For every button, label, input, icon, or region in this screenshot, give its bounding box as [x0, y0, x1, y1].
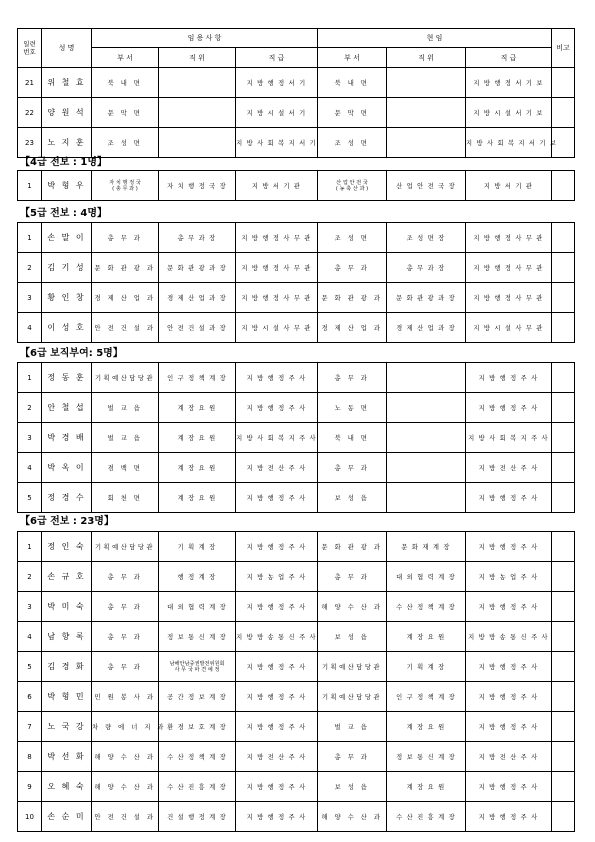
current-grade: 지 방 행 정 주 사	[466, 682, 552, 712]
current-department: 총 무 과	[318, 562, 387, 592]
new-position: 계 장 요 원	[159, 453, 236, 483]
new-grade: 지 방 사 회 복 지 주 사	[236, 423, 318, 453]
new-position: 환 경 보 호 계 장	[159, 712, 236, 742]
new-grade: 지 방 행 정 사 무 관	[236, 253, 318, 283]
new-grade: 지 방 서 기 관	[236, 171, 318, 201]
new-position: 인 구 정 책 계 장	[159, 363, 236, 393]
current-grade: 지 방 행 정 사 무 관	[466, 223, 552, 253]
section-title: 【6급 보직부여: 5명】	[20, 348, 123, 359]
row-number: 7	[18, 712, 42, 742]
current-position: 계 장 요 원	[387, 712, 466, 742]
header-subrow	[18, 48, 575, 68]
current-department: 보 성 읍	[318, 622, 387, 652]
current-grade: 지 방 방 송 통 신 주 사	[466, 622, 552, 652]
table-row	[18, 363, 575, 393]
current-department: 해 양 수 산 과	[318, 802, 387, 832]
row-number: 2	[18, 253, 42, 283]
new-grade: 지 방 농 업 주 사	[236, 562, 318, 592]
new-grade: 지 방 행 정 주 사	[236, 712, 318, 742]
col-name: 성 명	[42, 29, 92, 68]
table-row	[18, 532, 575, 562]
table-row	[18, 712, 575, 742]
note-cell	[552, 253, 575, 283]
section-table	[17, 222, 575, 343]
note-cell	[552, 223, 575, 253]
current-department: 보 성 읍	[318, 483, 387, 513]
new-department: 경 제 산 업 과	[92, 283, 159, 313]
current-department: 총 무 과	[318, 363, 387, 393]
current-position: 문 화 관 광 과 장	[387, 283, 466, 313]
new-department: 총 무 과	[92, 652, 159, 682]
current-department: 북 내 면	[318, 68, 387, 98]
employee-name: 박 선 화	[42, 742, 92, 772]
table-row	[18, 483, 575, 513]
current-grade: 지 방 행 정 주 사	[466, 712, 552, 742]
current-position: 대 외 협 력 계 장	[387, 562, 466, 592]
current-department: 벌 교 읍	[318, 712, 387, 742]
current-position	[387, 68, 466, 98]
current-grade: 지 방 행 정 주 사	[466, 652, 552, 682]
current-position: 정 보 통 신 계 장	[387, 742, 466, 772]
table-row	[18, 223, 575, 253]
employee-name: 노 국 강	[42, 712, 92, 742]
new-department: 총 무 과	[92, 562, 159, 592]
note-cell	[552, 622, 575, 652]
note-cell	[552, 532, 575, 562]
employee-name: 박 미 숙	[42, 592, 92, 622]
current-position	[387, 483, 466, 513]
current-department: 경 제 산 업 과	[318, 313, 387, 343]
note-cell	[552, 313, 575, 343]
current-grade: 지 방 시 설 서 기 보	[466, 98, 552, 128]
note-cell	[552, 98, 575, 128]
new-position: 수 산 정 책 계 장	[159, 742, 236, 772]
current-grade: 지 방 서 기 관	[466, 171, 552, 201]
row-number: 4	[18, 313, 42, 343]
current-department: 북 내 면	[318, 423, 387, 453]
new-grade: 지 방 시 설 사 무 관	[236, 313, 318, 343]
new-grade: 지 방 행 정 주 사	[236, 393, 318, 423]
row-number: 1	[18, 532, 42, 562]
new-grade: 지 방 행 정 주 사	[236, 592, 318, 622]
note-cell	[552, 363, 575, 393]
new-grade: 지 방 행 정 서 기	[236, 68, 318, 98]
new-position	[159, 68, 236, 98]
table-row	[18, 393, 575, 423]
new-grade: 지 방 행 정 주 사	[236, 483, 318, 513]
current-department: 총 무 과	[318, 253, 387, 283]
row-number: 5	[18, 652, 42, 682]
table-row	[18, 453, 575, 483]
new-grade: 지 방 행 정 주 사	[236, 682, 318, 712]
note-cell	[552, 483, 575, 513]
new-grade: 지 방 행 정 주 사	[236, 772, 318, 802]
new-position: 대 외 협 력 계 장	[159, 592, 236, 622]
current-grade: 지 방 행 정 주 사	[466, 532, 552, 562]
table-row	[18, 313, 575, 343]
current-position	[387, 98, 466, 128]
note-cell	[552, 802, 575, 832]
note-cell	[552, 592, 575, 622]
new-department: 회 천 면	[92, 483, 159, 513]
current-grade: 지 방 사 회 복 지 주 사	[466, 423, 552, 453]
current-position: 총 무 과 장	[387, 253, 466, 283]
col-serial-number: 일련 번호	[18, 29, 42, 68]
row-number: 3	[18, 283, 42, 313]
employee-name: 안 철 섭	[42, 393, 92, 423]
new-position: 공 간 정 보 계 장	[159, 682, 236, 712]
new-grade: 지 방 행 정 주 사	[236, 652, 318, 682]
note-cell	[552, 423, 575, 453]
new-position: 건 설 행 정 계 장	[159, 802, 236, 832]
section-table	[17, 531, 575, 832]
employee-name: 위 철 효	[42, 68, 92, 98]
new-department: 차 량 에 너 지 과	[92, 712, 159, 742]
table-row	[18, 68, 575, 98]
row-number: 2	[18, 562, 42, 592]
employee-name: 손 규 호	[42, 562, 92, 592]
current-grade: 지 방 행 정 주 사	[466, 592, 552, 622]
current-grade: 지 방 행 정 주 사	[466, 483, 552, 513]
new-department: 북 내 면	[92, 68, 159, 98]
new-position: 정 보 통 신 계 장	[159, 622, 236, 652]
current-position: 계 장 요 원	[387, 622, 466, 652]
row-number: 3	[18, 592, 42, 622]
note-cell	[552, 68, 575, 98]
new-department: 해 양 수 산 과	[92, 772, 159, 802]
table-row	[18, 592, 575, 622]
row-number: 8	[18, 742, 42, 772]
new-grade: 지 방 시 설 서 기	[236, 98, 318, 128]
current-position	[387, 423, 466, 453]
section-title: 【4급 전보 : 1명】	[20, 157, 107, 168]
employee-name: 정 동 훈	[42, 363, 92, 393]
row-number: 1	[18, 223, 42, 253]
employee-name: 정 경 수	[42, 483, 92, 513]
employee-name: 박 옥 이	[42, 453, 92, 483]
current-position: 산 업 안 전 국 장	[387, 171, 466, 201]
current-department: 조 성 면	[318, 128, 387, 158]
note-cell	[552, 682, 575, 712]
employee-name: 오 혜 숙	[42, 772, 92, 802]
row-number: 1	[18, 171, 42, 201]
table-row	[18, 622, 575, 652]
new-grade: 지 방 행 정 주 사	[236, 363, 318, 393]
note-cell	[552, 171, 575, 201]
current-position	[387, 363, 466, 393]
new-position: 계 장 요 원	[159, 423, 236, 453]
new-position	[159, 98, 236, 128]
note-cell	[552, 393, 575, 423]
current-position: 조 성 면 장	[387, 223, 466, 253]
col-current-pos: 직 위	[387, 48, 466, 68]
employee-name: 박 형 민	[42, 682, 92, 712]
new-position	[159, 128, 236, 158]
appointment-table-continued	[17, 28, 575, 158]
current-grade: 지 방 행 정 서 기 보	[466, 68, 552, 98]
table-row	[18, 802, 575, 832]
new-department: 민 원 봉 사 과	[92, 682, 159, 712]
col-new-dept: 부 서	[92, 48, 159, 68]
table-row	[18, 98, 575, 128]
col-current-grade: 직 급	[466, 48, 552, 68]
current-grade: 지 방 농 업 주 사	[466, 562, 552, 592]
employee-name: 양 원 석	[42, 98, 92, 128]
header-row	[18, 29, 575, 48]
current-grade: 지 방 전 산 주 사	[466, 742, 552, 772]
new-department: 안 전 건 설 과	[92, 802, 159, 832]
new-department: 총 무 과	[92, 622, 159, 652]
note-cell	[552, 652, 575, 682]
new-position: 수 산 진 흥 계 장	[159, 772, 236, 802]
current-department: 문 화 관 광 과	[318, 532, 387, 562]
row-number: 5	[18, 483, 42, 513]
new-grade: 지 방 전 산 주 사	[236, 742, 318, 772]
current-department: 보 성 읍	[318, 772, 387, 802]
current-department: 산 업 안 전 국 ( 농 축 산 과 )	[318, 171, 387, 201]
current-grade: 지 방 행 정 주 사	[466, 772, 552, 802]
current-position: 기 획 계 장	[387, 652, 466, 682]
new-department: 총 무 과	[92, 223, 159, 253]
table-row	[18, 423, 575, 453]
current-department: 문 화 관 광 과	[318, 283, 387, 313]
new-department: 벌 교 읍	[92, 423, 159, 453]
current-position	[387, 453, 466, 483]
new-grade: 지 방 행 정 사 무 관	[236, 223, 318, 253]
new-grade: 지 방 행 정 사 무 관	[236, 283, 318, 313]
table-row	[18, 742, 575, 772]
new-grade: 지 방 방 송 통 신 주 사	[236, 622, 318, 652]
section-table	[17, 362, 575, 513]
row-number: 6	[18, 682, 42, 712]
new-position: 문 화 관 광 과 장	[159, 253, 236, 283]
current-department: 노 동 면	[318, 393, 387, 423]
new-position: 기 획 계 장	[159, 532, 236, 562]
current-department: 총 무 과	[318, 453, 387, 483]
row-number: 9	[18, 772, 42, 802]
new-department: 겸 백 면	[92, 453, 159, 483]
new-position: 자 치 행 정 국 장	[159, 171, 236, 201]
current-department: 해 양 수 산 과	[318, 592, 387, 622]
note-cell	[552, 712, 575, 742]
row-number: 2	[18, 393, 42, 423]
section-table	[17, 170, 575, 201]
section-title: 【6급 전보 : 23명】	[20, 516, 114, 527]
table-row	[18, 652, 575, 682]
current-department: 기획예산담당관	[318, 652, 387, 682]
employee-name: 정 인 숙	[42, 532, 92, 562]
new-grade: 지 방 전 산 주 사	[236, 453, 318, 483]
new-department: 문 화 관 광 과	[92, 253, 159, 283]
current-grade: 지 방 사 회 복 지 서 기 보	[466, 128, 552, 158]
employee-name: 박 형 우	[42, 171, 92, 201]
current-grade: 지 방 시 설 사 무 관	[466, 313, 552, 343]
current-position: 수 산 진 흥 계 장	[387, 802, 466, 832]
table-row	[18, 283, 575, 313]
note-cell	[552, 283, 575, 313]
row-number: 3	[18, 423, 42, 453]
current-department: 조 성 면	[318, 223, 387, 253]
current-department: 기획예산담당관	[318, 682, 387, 712]
current-grade: 지 방 행 정 주 사	[466, 363, 552, 393]
note-cell	[552, 453, 575, 483]
note-cell	[552, 772, 575, 802]
current-position: 계 장 요 원	[387, 772, 466, 802]
table-row	[18, 171, 575, 201]
employee-name: 김 경 화	[42, 652, 92, 682]
new-position: 안 전 건 설 과 장	[159, 313, 236, 343]
section-title: 【5급 전보 : 4명】	[20, 208, 107, 219]
current-grade: 지 방 전 산 주 사	[466, 453, 552, 483]
row-number: 1	[18, 363, 42, 393]
employee-name: 이 성 호	[42, 313, 92, 343]
col-new-grade: 직 급	[236, 48, 318, 68]
new-department: 해 양 수 산 과	[92, 742, 159, 772]
new-department: 기획예산담당관	[92, 363, 159, 393]
new-department: 벌 교 읍	[92, 393, 159, 423]
new-position: 계 장 요 원	[159, 393, 236, 423]
note-cell	[552, 742, 575, 772]
new-grade: 지 방 행 정 주 사	[236, 532, 318, 562]
new-department: 총 무 과	[92, 592, 159, 622]
col-current-dept: 부 서	[318, 48, 387, 68]
col-new-pos: 직 위	[159, 48, 236, 68]
table-row	[18, 772, 575, 802]
current-department: 총 무 과	[318, 742, 387, 772]
col-group-appointment: 임 용 사 항	[92, 29, 318, 48]
new-grade: 지 방 행 정 주 사	[236, 802, 318, 832]
row-number: 10	[18, 802, 42, 832]
current-position: 수 산 정 책 계 장	[387, 592, 466, 622]
employee-name: 손 순 미	[42, 802, 92, 832]
row-number: 21	[18, 68, 42, 98]
new-department: 조 성 면	[92, 128, 159, 158]
current-position	[387, 393, 466, 423]
row-number: 23	[18, 128, 42, 158]
current-grade: 지 방 행 정 주 사	[466, 393, 552, 423]
new-position: 경 제 산 업 과 장	[159, 283, 236, 313]
new-department: 안 전 건 설 과	[92, 313, 159, 343]
current-department: 문 막 면	[318, 98, 387, 128]
new-position: 남해안남중권발전위원회 사 무 국 파 견 예 정	[159, 652, 236, 682]
current-position: 인 구 정 책 계 장	[387, 682, 466, 712]
employee-name: 노 지 훈	[42, 128, 92, 158]
new-department: 자 치 행 정 국 ( 총 무 과 )	[92, 171, 159, 201]
employee-name: 손 말 이	[42, 223, 92, 253]
current-position	[387, 128, 466, 158]
current-position: 경 제 산 업 과 장	[387, 313, 466, 343]
new-position: 총 무 과 장	[159, 223, 236, 253]
table-row	[18, 682, 575, 712]
table-row	[18, 562, 575, 592]
new-department: 문 막 면	[92, 98, 159, 128]
new-grade: 지 방 사 회 복 지 서 기	[236, 128, 318, 158]
table-row	[18, 253, 575, 283]
new-position: 행 정 계 장	[159, 562, 236, 592]
row-number: 22	[18, 98, 42, 128]
row-number: 4	[18, 622, 42, 652]
new-department: 기획예산담당관	[92, 532, 159, 562]
note-cell	[552, 562, 575, 592]
current-grade: 지 방 행 정 주 사	[466, 802, 552, 832]
col-note: 비고	[552, 29, 575, 68]
row-number: 4	[18, 453, 42, 483]
new-position: 계 장 요 원	[159, 483, 236, 513]
current-position: 문 화 재 계 장	[387, 532, 466, 562]
employee-name: 남 향 록	[42, 622, 92, 652]
employee-name: 황 인 창	[42, 283, 92, 313]
employee-name: 김 기 성	[42, 253, 92, 283]
current-grade: 지 방 행 정 사 무 관	[466, 253, 552, 283]
employee-name: 박 경 배	[42, 423, 92, 453]
current-grade: 지 방 행 정 사 무 관	[466, 283, 552, 313]
col-group-current: 현 임	[318, 29, 552, 48]
